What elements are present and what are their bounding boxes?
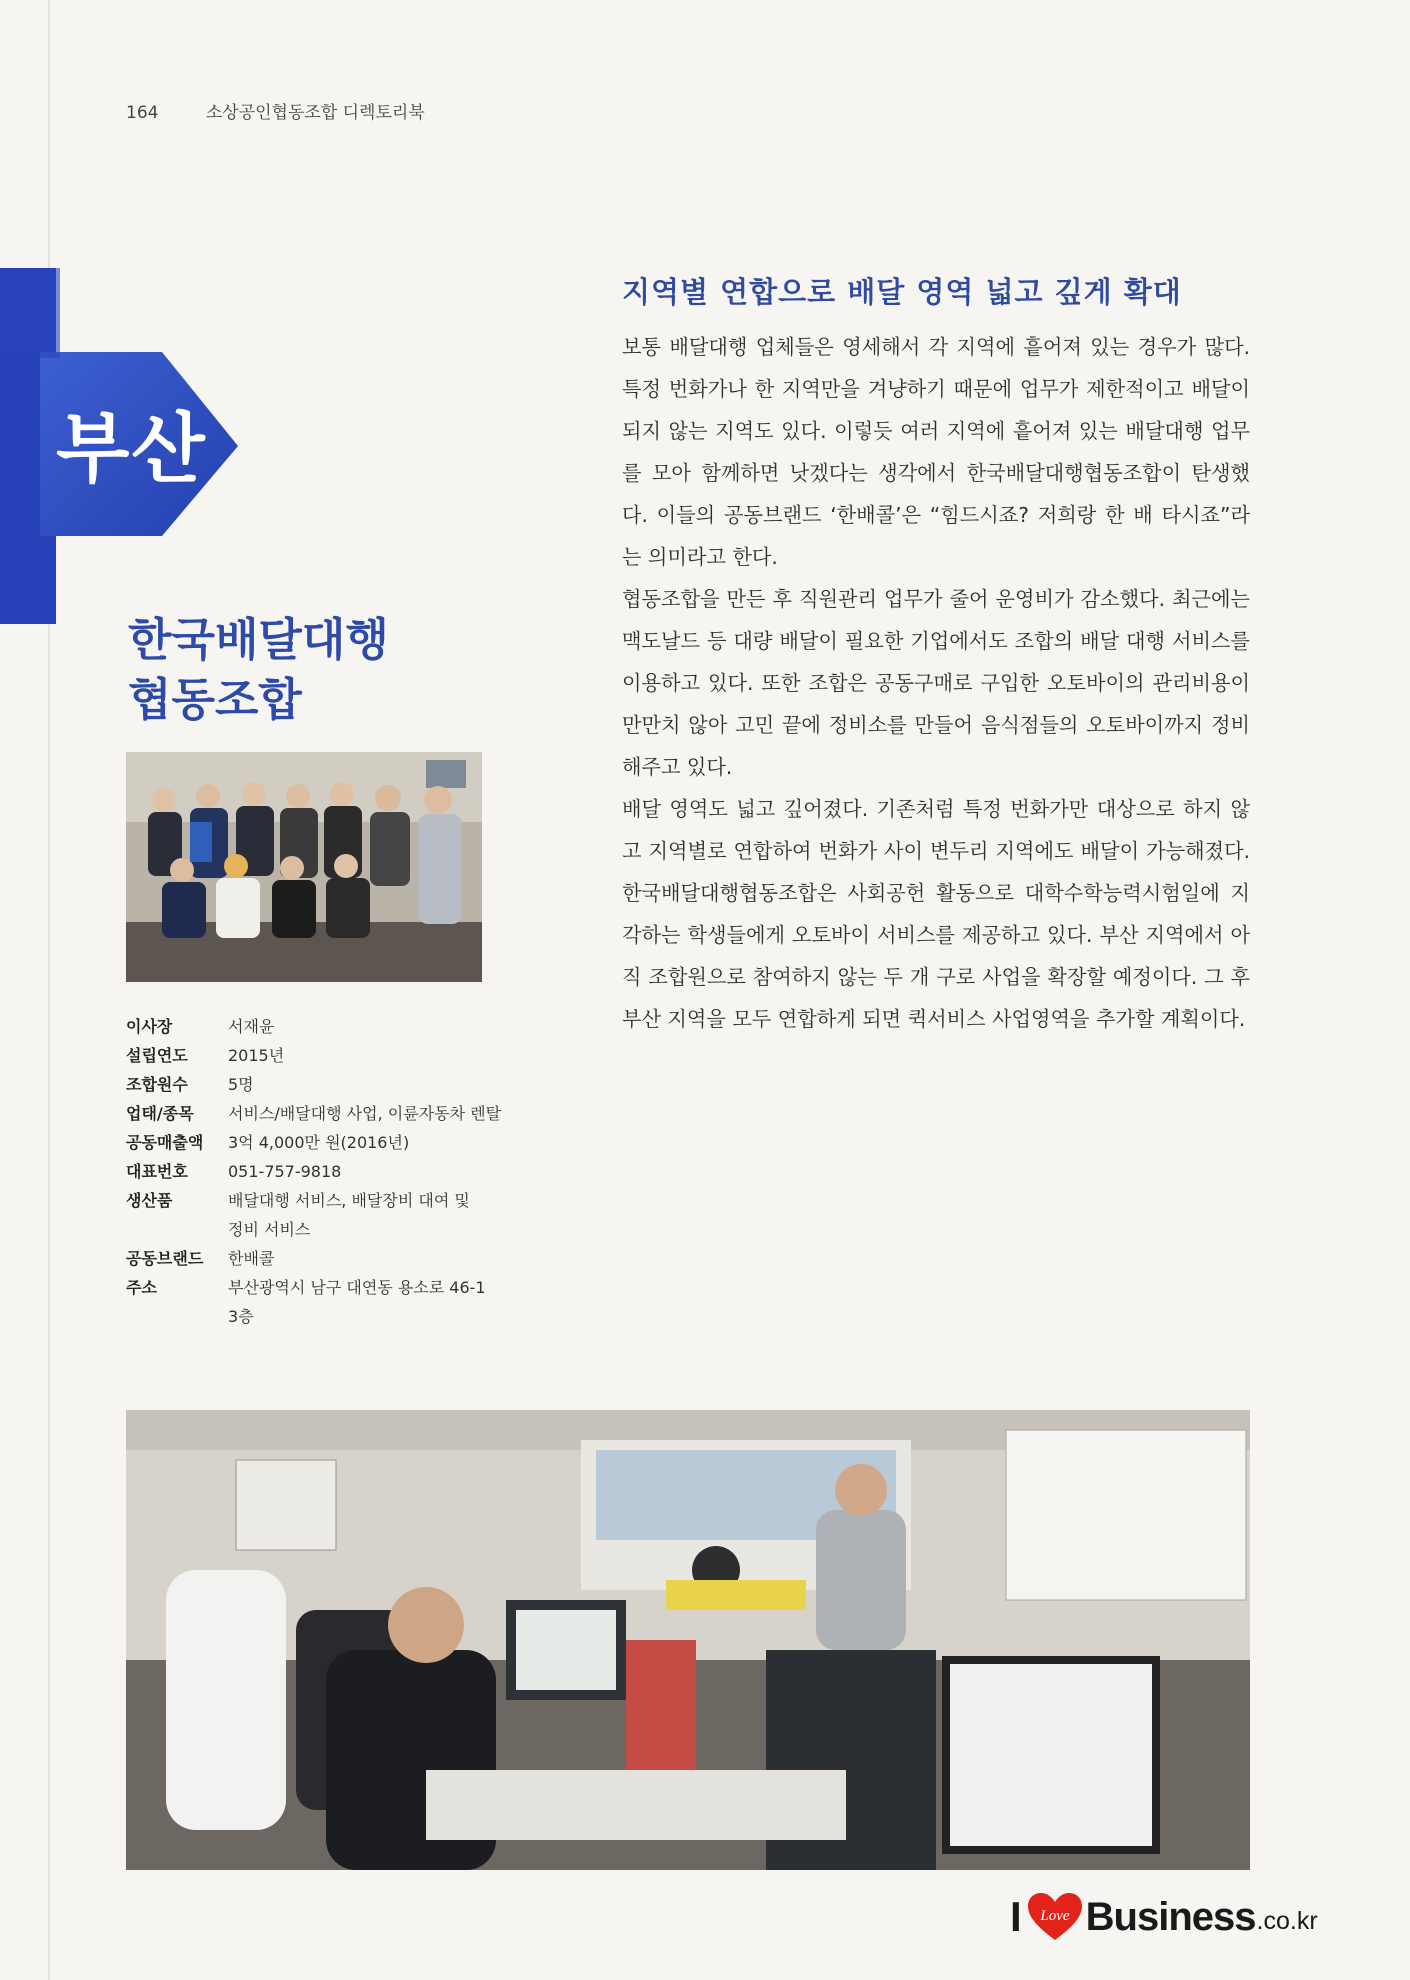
info-row-founded: 설립연도 2015년 <box>126 1046 285 1065</box>
org-name-line2: 협동조합 <box>128 673 302 726</box>
info-row-products-cont: 정비 서비스 <box>228 1220 311 1239</box>
region-label: 부산 <box>56 404 207 493</box>
logo-i: I <box>1010 1893 1022 1940</box>
info-row-phone: 대표번호 051-757-9818 <box>126 1162 342 1181</box>
logo-domain: .co.kr <box>1256 1906 1318 1935</box>
info-row-address: 주소 부산광역시 남구 대연동 용소로 46-1 <box>126 1278 486 1297</box>
org-name-line1: 한국배달대행 <box>128 613 389 666</box>
book-title: 소상공인협동조합 디렉토리북 <box>205 103 425 123</box>
article-body <box>622 326 1250 1040</box>
page-number: 164 <box>126 103 159 123</box>
group-photo <box>126 752 482 982</box>
info-row-members: 조합원수 5명 <box>126 1075 254 1094</box>
logo-heart-text: Love <box>1040 1908 1070 1924</box>
article-title: 지역별 연합으로 배달 영역 넓고 깊게 확대 <box>622 275 1182 309</box>
info-row-products: 생산품 배달대행 서비스, 배달장비 대여 및 <box>126 1191 470 1210</box>
footer-logo <box>1010 1892 1318 1942</box>
info-row-ceo: 이사장 서재윤 <box>126 1017 275 1036</box>
article-paragraph: 보통 배달대행 업체들은 영세해서 각 지역에 흩어져 있는 경우가 많다. 특정 번화가나 한 지역만을 겨냥하기 때문에 업무가 제한적이고 배달이 되지 않는 지역도 있다. 이렇듯 여러 지역에 흩어져 있는 배달대행 업무를 모아 함께하면 낫겠다는 생각에서 한국배달대행협동조합이 탄생했다. 이들의 공동브랜드 ‘한배콜’은 “힘드시죠? 저희랑 한 배 타시죠”라는 의미라고 한다. <box>622 335 1250 569</box>
org-name <box>128 610 389 730</box>
heart-icon <box>1026 1892 1084 1942</box>
article-paragraph: 배달 영역도 넓고 깊어졌다. 기존처럼 특정 번화가만 대상으로 하지 않고 지역별로 연합하여 번화가 사이 변두리 지역에도 배달이 가능해졌다. 한국배달대행협동조합은 사회공헌 활동으로 대학수학능력시험일에 지각하는 학생들에게 오토바이 서비스를 제공하고 있다. 부산 지역에서 아직 조합원으로 참여하지 않는 두 개 구로 사업을 확장할 예정이다. 그 후 부산 지역을 모두 연합하게 되면 퀵서비스 사업영역을 추가할 계획이다. <box>622 797 1250 1031</box>
info-row-business: 업태/종목 서비스/배달대행 사업, 이륜자동차 렌탈 <box>126 1104 502 1123</box>
org-info <box>126 1012 518 1331</box>
page-header <box>126 98 425 123</box>
info-row-revenue: 공동매출액 3억 4,000만 원(2016년) <box>126 1133 410 1152</box>
office-photo <box>126 1410 1250 1870</box>
logo-business: Business <box>1085 1894 1256 1939</box>
info-row-brand: 공동브랜드 한배콜 <box>126 1249 275 1268</box>
article-paragraph: 협동조합을 만든 후 직원관리 업무가 줄어 운영비가 감소했다. 최근에는 맥도날드 등 대량 배달이 필요한 기업에서도 조합의 배달 대행 서비스를 이용하고 있다. 또한 조합은 공동구매로 구입한 오토바이의 관리비용이 만만치 않아 고민 끝에 정비소를 만들어 음식점들의 오토바이까지 정비해주고 있다. <box>622 587 1250 779</box>
info-row-address-cont: 3층 <box>228 1307 254 1326</box>
